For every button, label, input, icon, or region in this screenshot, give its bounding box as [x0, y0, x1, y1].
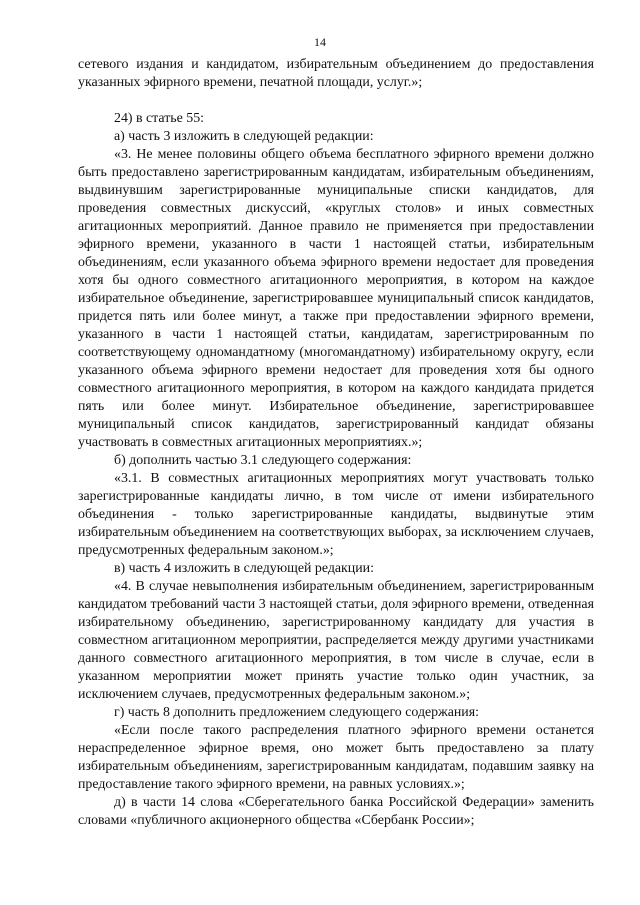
paragraph-item-d: д) в части 14 слова «Сберегательного банка Российской Федерации» заменить словами «публичного акционерного общества «Сбербанк России»; — [78, 795, 594, 828]
paragraph-part-3-1-text: «3.1. В совместных агитационных мероприятиях могут участвовать только зарегистрированные кандидаты лично, в том числе от имени избирательного объединения - только зарегистрированные кандидаты, выдвинутые этим избирательным объединением на соответствующих выборах, за исключением случаев, предусмотренных федеральным законом.»; — [78, 471, 594, 558]
paragraph-part-8-addition: «Если после такого распределения платного эфирного времени останется нераспределенное эфирное время, оно может быть предоставлено за плату избирательным объединениям, зарегистрированным кандидатам, подавшим заявку на предоставление такого эфирного времени, на равных условиях.»; — [78, 723, 594, 792]
paragraph-item-g: г) часть 8 дополнить предложением следующего содержания: — [114, 705, 479, 720]
paragraph-article-55: 24) в статье 55: — [114, 111, 205, 126]
paragraph-part-4-text: «4. В случае невыполнения избирательным объединением, зарегистрированным кандидатом требований части 3 настоящей статьи, доля эфирного времени, отведенная избирательному объединению, зарегистрированному кандидату для участия в совместном агитационном мероприятии, распределяется между другими участниками данного совместного агитационного мероприятия, в том числе в случае, если в указанном мероприятии может принять участие только один участник, за исключением случаев, предусмотренных федеральным законом.»; — [78, 579, 594, 702]
document-body — [78, 56, 594, 830]
paragraph-part-3-text: «3. Не менее половины общего объема бесплатного эфирного времени должно быть предоставлено зарегистрированным кандидатам, избирательным объединениям, выдвинувшим зарегистрированные муниципальные списки кандидатов, для проведения совместных дискуссий, «круглых столов» и иных совместных агитационных мероприятий. Данное правило не применяется при предоставлении эфирного времени, указанного в части 1 настоящей статьи, избирательным объединениям, если указанного объема эфирного времени недостает для проведения хотя бы одного совместного агитационного мероприятия, в котором на каждое избирательное объединение, зарегистрировавшее муниципальный список кандидатов, придется пять или более минут, а также при предоставлении эфирного времени, указанного в части 1 настоящей статьи, кандидатам, зарегистрированным по соответствующему одномандатному (многомандатному) избирательному округу, если указанного объема эфирного времени недостает для проведения хотя бы одного совместного агитационного мероприятия, в котором на каждого кандидата придется пять или более минут. Избирательное объединение, зарегистрировавшее муниципальный список кандидатов, зарегистрированный кандидат обязаны участвовать в совместных агитационных мероприятиях.»; — [78, 147, 594, 450]
paragraph-item-a: а) часть 3 изложить в следующей редакции: — [114, 129, 374, 144]
paragraph-item-b: б) дополнить частью 3.1 следующего содержания: — [114, 453, 412, 468]
paragraph-continuation: сетевого издания и кандидатом, избирательным объединением до предоставления указанных эфирного времени, печатной площади, услуг.»; — [78, 57, 594, 90]
paragraph-item-v: в) часть 4 изложить в следующей редакции: — [114, 561, 374, 576]
page-number: 14 — [314, 35, 326, 49]
